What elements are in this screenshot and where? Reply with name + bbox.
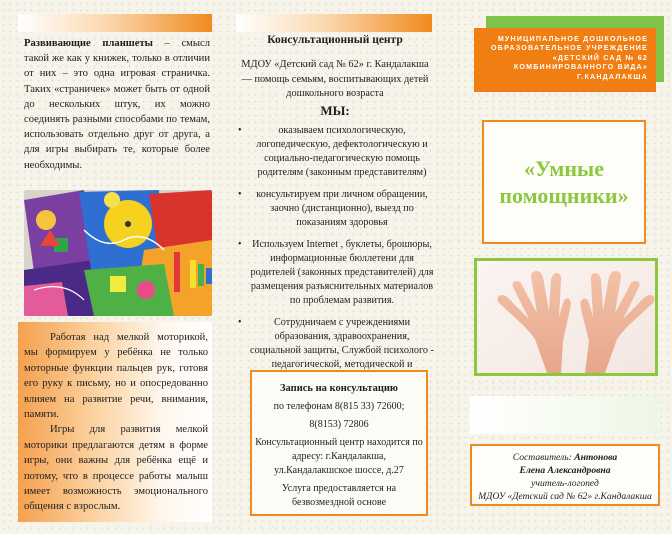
author-role: учитель-логопед bbox=[531, 478, 599, 489]
services-list bbox=[236, 124, 436, 394]
service-item: • Используем Internet , буклеты, брошюры, информационные бюллетени для родителей (законных представителей) для размещения разъяснительных материалов по проблемам развития. bbox=[236, 238, 436, 308]
org-line: КОМБИНИРОВАННОГО ВИДА» bbox=[513, 63, 648, 72]
appointment-address: Консультационный центр находится по адресу: г.Кандалакша, ул.Кандалакшское шоссе, д.27 bbox=[255, 437, 423, 476]
consult-center-title: Консультационный центр bbox=[267, 34, 403, 46]
brochure-title-line-2: помощники» bbox=[499, 183, 629, 208]
intro-text: – смысл такой же как у книжек, только в отличии от них – это одна игровая страничка. Таких «страничек» может быть от одной до нескольких штук, их можно соединять разными способами по темам, использовать отдельно друг от друга, а для игры выбирать те, которые более необходимы. bbox=[24, 38, 210, 171]
brochure-title-line-1: «Умные bbox=[524, 156, 604, 181]
author-label: Составитель: bbox=[512, 452, 572, 463]
consult-center-intro: МДОУ «Детский сад № 62» г. Кандалакша — помощь семьям, воспитывающих детей дошкольного возраста bbox=[241, 59, 429, 99]
intro-paragraph bbox=[24, 36, 210, 173]
motor-skills-text bbox=[24, 330, 208, 515]
appointment-box bbox=[250, 370, 428, 516]
service-item: • оказываем психологическую, логопедическую, дефектологическую и социально-педагогическую помощь родителям (законным представителям) bbox=[236, 124, 436, 180]
org-line: ОБРАЗОВАТЕЛЬНОЕ УЧРЕЖДЕНИЕ bbox=[491, 44, 648, 53]
hands-photo bbox=[474, 258, 658, 376]
we-heading: МЫ: bbox=[320, 103, 350, 118]
brochure-title-frame bbox=[482, 120, 646, 244]
author-name: Елена Александровна bbox=[519, 465, 611, 476]
motor-paragraph-1: Работая над мелкой моторикой, мы формируем у ребёнка не только моторные функции пальцев рук, готовя его руку к письму, но и опосредованно влияем на развитие речи, внимания, памяти. bbox=[24, 332, 208, 421]
column2-header-bar bbox=[236, 14, 432, 32]
decor-strip bbox=[470, 396, 660, 434]
author-surname: Антонова bbox=[574, 452, 618, 463]
service-item: • Сотрудничаем с учреждениями образования, здравоохранения, социальной защиты, Службой психолого - педагогической, методической и bbox=[236, 316, 436, 386]
org-line: МУНИЦИПАЛЬНОЕ ДОШКОЛЬНОЕ bbox=[497, 35, 648, 43]
org-name-block bbox=[474, 28, 656, 92]
author-org: МДОУ «Детский сад № 62» г.Кандалакша bbox=[478, 491, 652, 502]
appointment-title: Запись на консультацию bbox=[280, 383, 398, 394]
appointment-free-note: Услуга предоставляется на безвозмездной основе bbox=[281, 483, 397, 508]
lead-term: Развивающие планшеты bbox=[24, 38, 153, 49]
brochure-title bbox=[499, 155, 628, 209]
org-line: Г.КАНДАЛАКША bbox=[576, 72, 648, 81]
column1-header-bar bbox=[18, 14, 212, 32]
appointment-phone-1: по телефонам 8(815 33) 72600; bbox=[273, 401, 405, 412]
service-item: • консультируем при личном обращении, заочно (дистанционно), выезд по показаниям здоровья bbox=[236, 188, 436, 230]
motor-paragraph-2: Игры для развития мелкой моторики предлагаются детям в форме игры, они важны для ребёнка ещё и потому, что в процессе работы малыш имеет возможность эмоционального общения с взрослым. bbox=[24, 424, 208, 513]
appointment-phone-2: 8(8153) 72806 bbox=[309, 419, 369, 430]
author-box bbox=[470, 444, 660, 506]
org-line: «ДЕТСКИЙ САД № 62 bbox=[552, 53, 648, 62]
author-line bbox=[472, 451, 658, 464]
busy-board-photo bbox=[24, 190, 212, 316]
